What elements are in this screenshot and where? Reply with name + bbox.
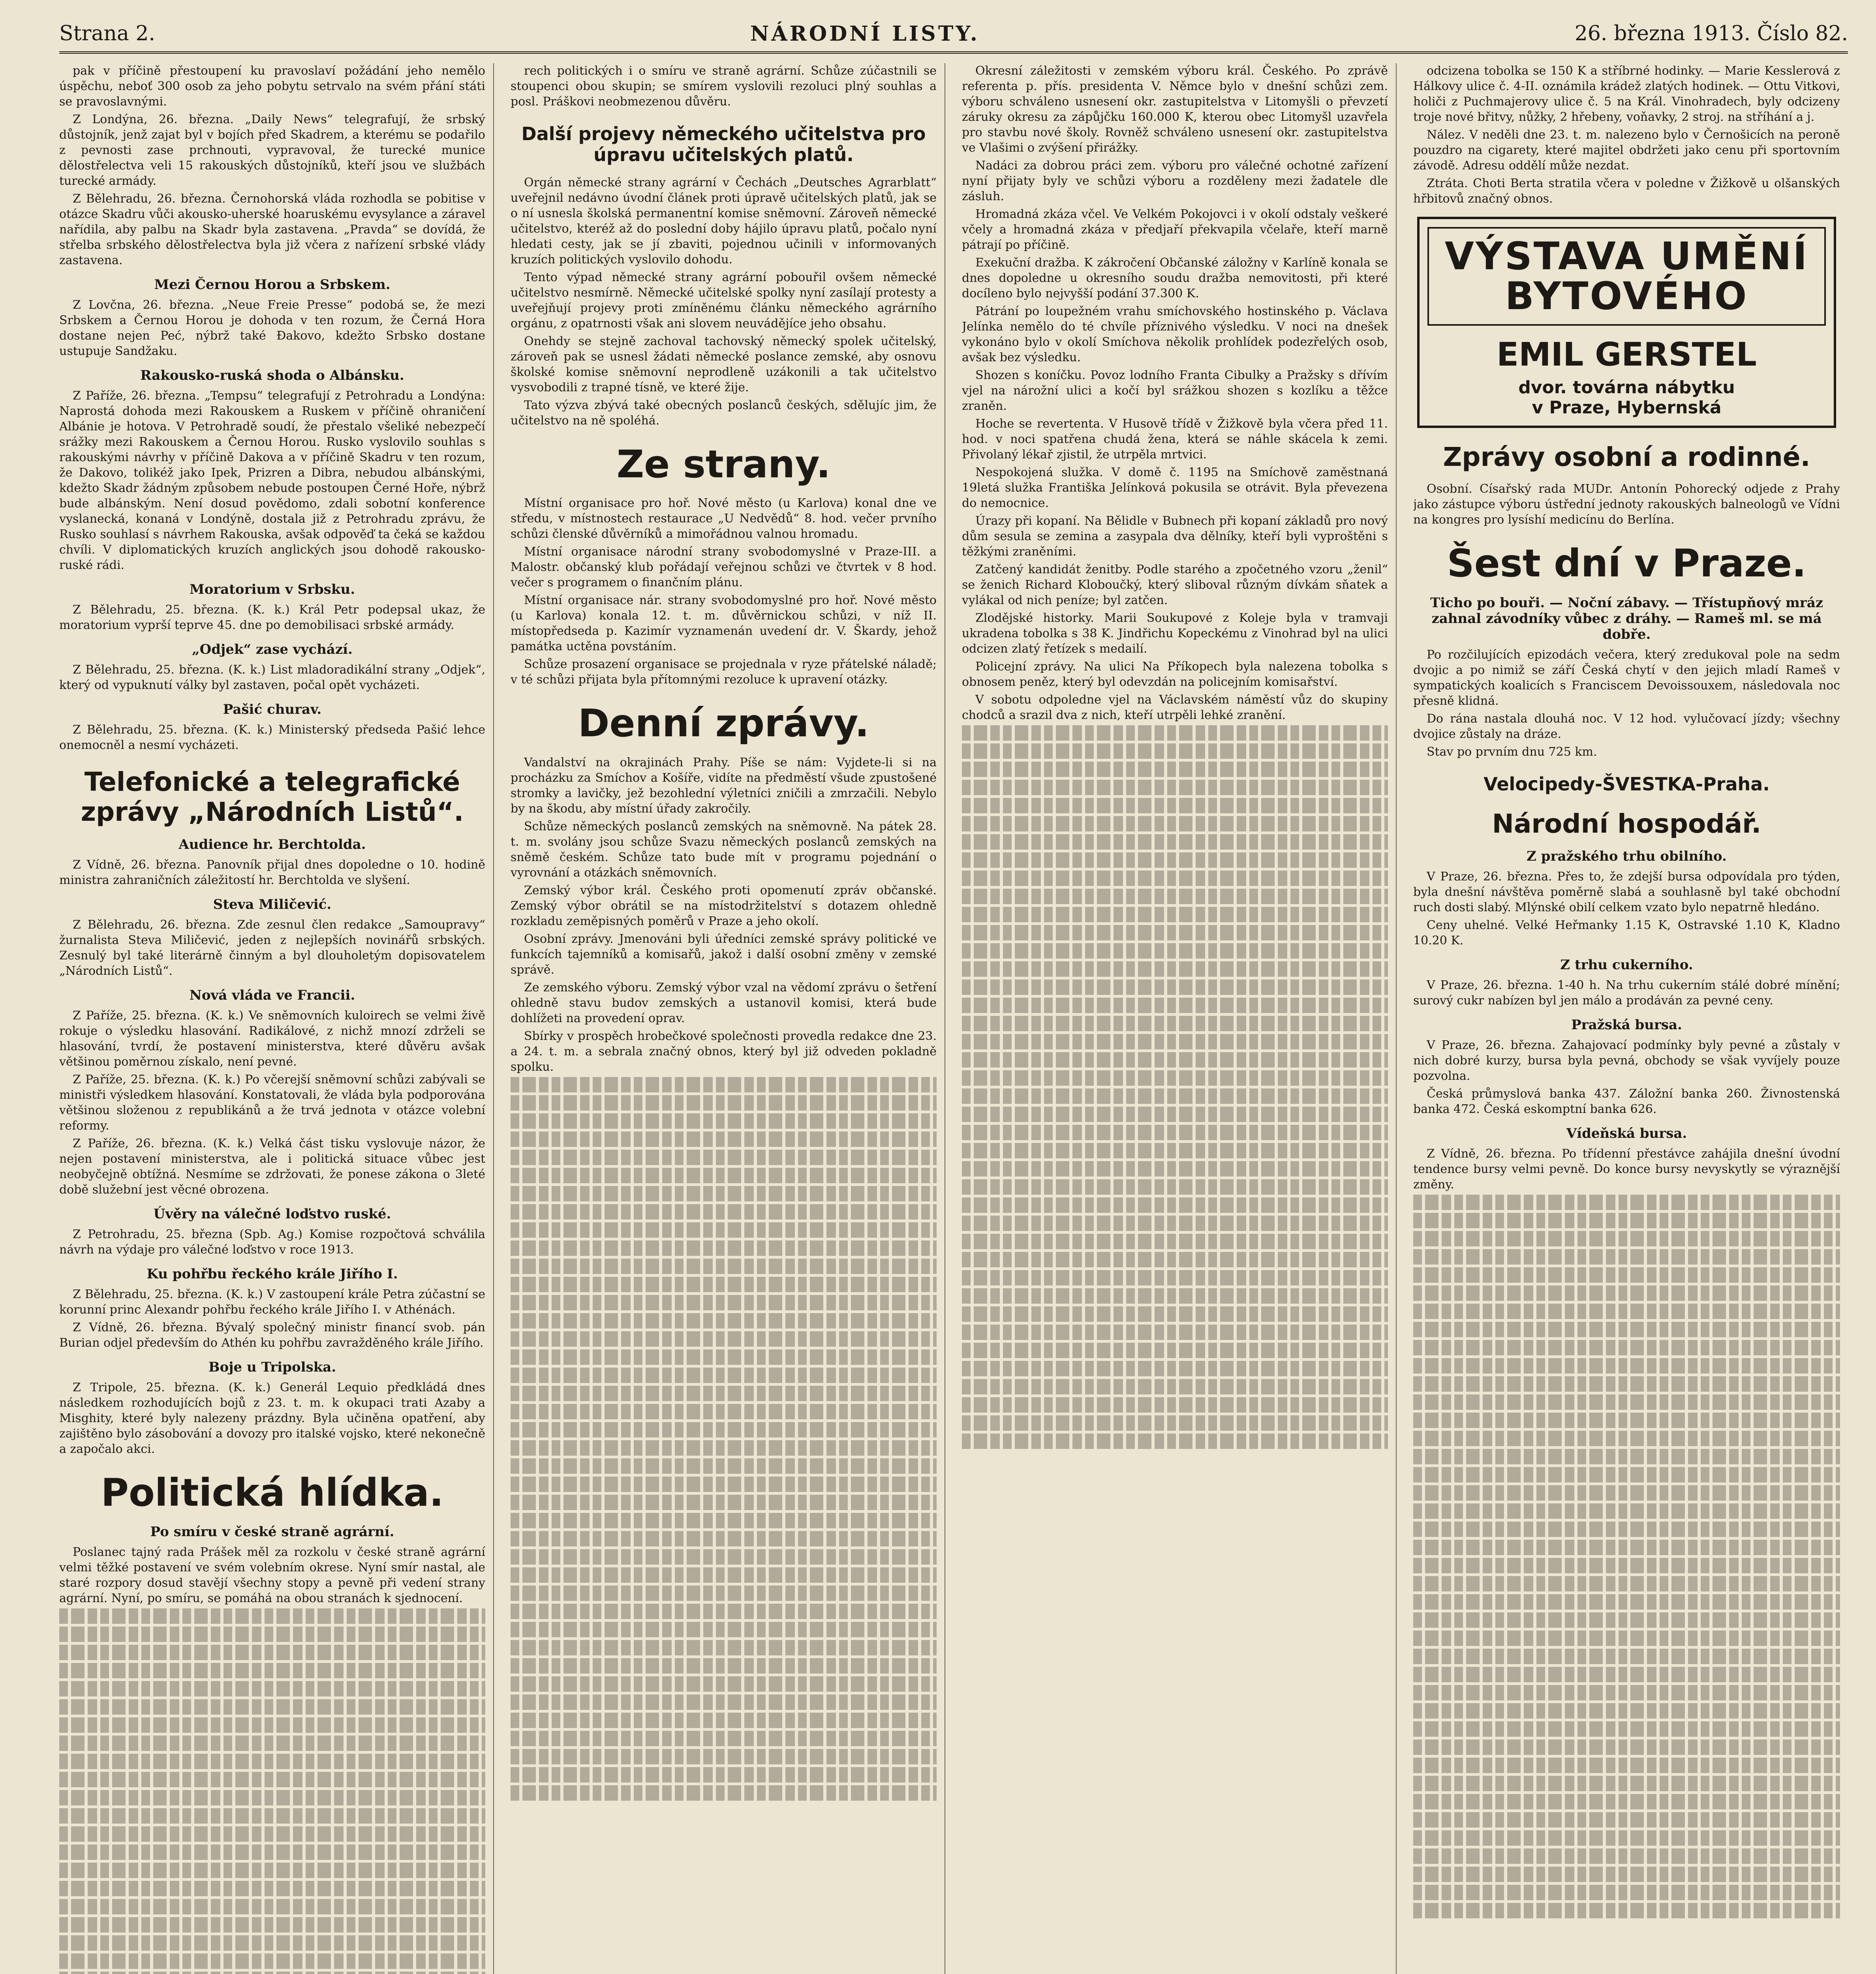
print-texture-line xyxy=(962,1197,1388,1213)
print-texture-line xyxy=(962,1379,1388,1394)
print-texture-line xyxy=(511,1531,937,1546)
print-texture-line xyxy=(511,1150,937,1165)
article-paragraph: V Praze, 26. března. 1-40 h. Na trhu cukerním stálé dobré mínění; surový cukr nabízen byl jen málo a prodáván za pevné ceny. xyxy=(1413,978,1840,1008)
masthead xyxy=(59,16,1848,54)
article xyxy=(59,1287,485,1351)
article-paragraph: Osobní zprávy. Jmenováni byli úředníci zemské správy politické ve funkcích tajemníků a komisařů, jakož i další osobní změny v zemské správě. xyxy=(511,932,937,977)
print-texture-line xyxy=(1413,1285,1840,1301)
article-paragraph: Pátrání po loupežném vrahu smíchovského hostinského p. Václava Jelínka nemělo do té chvíle příznivého výsledku. V noci na dnešek vykonáno bylo v okolí Smíchova několik prohlídek podezřelých osob, avšak bez výsledku. xyxy=(962,304,1388,364)
print-texture-line xyxy=(59,1935,485,1951)
article-paragraph: Nález. V neděli dne 23. t. m. nalezeno bylo v Černošicích na peroně pouzdro na cigarety, které majitel obdržeti jako cenu při sportovním závodě. Adresu oddělí může nezdat. xyxy=(1413,128,1840,173)
article xyxy=(1413,63,1840,206)
print-texture-line xyxy=(59,1899,485,1914)
print-texture-line xyxy=(1413,1267,1840,1283)
article xyxy=(962,63,1388,723)
article-paragraph: Z Bělehradu, 26. března. Zde zesnul člen redakce „Samoupravy“ žurnalista Steva Miličević, jeden z nejlepších novinářů srbských. Zesnulý byl také literárně činným a byl dlouholetým dopisovatelem „Národních Listů“. xyxy=(59,918,485,978)
article-paragraph: Místní organisace nár. strany svobodomyslné pro hoř. Nové město (u Karlova) konala 12. t. m. důvěrnickou schůzi, v níž II. místopředseda p. Kazimír vyznamenán uvedení dr. V. Škardy, jehož památka uctěna povstáním. xyxy=(511,593,937,654)
article-headline: Steva Miličević. xyxy=(213,896,332,912)
article xyxy=(59,917,485,979)
article-headline: Ku pohřbu řeckého krále Jiřího I. xyxy=(146,1266,398,1282)
print-texture-line xyxy=(511,1113,937,1129)
article xyxy=(59,1544,485,1606)
print-texture-line xyxy=(511,1277,937,1292)
print-texture-line xyxy=(1413,1576,1840,1591)
column-3 xyxy=(962,63,1397,1974)
print-texture-line xyxy=(962,979,1388,995)
print-texture-line xyxy=(1413,1649,1840,1664)
print-texture-line xyxy=(1413,1848,1840,1864)
article-paragraph: Z Paříže, 25. března. (K. k.) Po včerejší sněmovní schůzi zabývali se ministři výsledkem hlasování. Konstatovali, že vláda byla podporována většinou složenou z republikánů a že trvá jednota v otázce volební reformy. xyxy=(59,1072,485,1133)
article xyxy=(59,1008,485,1197)
article xyxy=(59,297,485,359)
article-paragraph: Z Bělehradu, 26. března. Černohorská vláda rozhodla se pobitise v otázce Skadru vůči akousko-uherské hoaruskému evysylance a záravel nařídila, aby palbu na Skadr byla zastavena. „Pravda“ se dovídá, že střelba srbského dělostřelectva byla již včera z nařízení srbské vlády zastavena. xyxy=(59,192,485,267)
print-texture-line xyxy=(1413,1830,1840,1846)
article-paragraph: Do rána nastala dlouhá noc. V 12 hod. vylučovací jízdy; všechny dvojice zůstaly na dráze. xyxy=(1413,711,1840,741)
article-paragraph: Onehdy se stejně zachoval tachovský německý spolek učitelský, zároveň pak se usnesl žádati německé poslance zemské, aby osnovu školské komise sněmovní neprodleně uzákonili a tak učitelstvo vysvobodili z trapné tísně, ve které žije. xyxy=(511,334,937,394)
print-texture-line xyxy=(511,1222,937,1238)
print-texture-line xyxy=(962,871,1388,886)
article-paragraph: Z Bělehradu, 25. března. (K. k.) V zastoupení krále Petra zúčastní se korunní princ Alexandr pohřbu řeckého krále Jiřího I. v Athénách. xyxy=(59,1287,485,1317)
ad-company-name: EMIL GERSTEL xyxy=(1497,336,1757,373)
article xyxy=(59,722,485,753)
print-texture-line xyxy=(962,1161,1388,1177)
print-texture-line xyxy=(962,852,1388,868)
article-paragraph: Úrazy při kopaní. Na Bělidle v Bubnech při kopaní základů pro nový dům sesula se zemina a zasypala dva dělníky, kteří byli vyproštěni s těžkými zraněními. xyxy=(962,514,1388,559)
article xyxy=(59,1380,485,1457)
article xyxy=(1413,978,1840,1008)
print-texture-line xyxy=(59,1681,485,1696)
column-4 xyxy=(1413,63,1848,1974)
print-texture-line xyxy=(1413,1431,1840,1446)
article-headline: Z trhu cukerního. xyxy=(1560,957,1693,973)
article-paragraph: Hromadná zkáza včel. Ve Velkém Pokojovci i v okolí odstaly veškeré včely a hromadná zkáza v předjaří překvapila včelaře, kteří marně pátrají po příčině. xyxy=(962,207,1388,252)
article-paragraph: Okresní záležitosti v zemském výboru král. Českého. Po zprávě referenta p. přís. presidenta V. Němce bylo v dnešní schůzi zem. výboru schváleno usnesení okr. zastupitelstva v Litomyšli o převzetí záruky okresu za zápůjčku 160.000 K, kterou obec Litomyšl uzavřela pro stavbu nové školy. Rovněž schváleno usnesení okr. zastupitelstva ve Vlašimi o zvýšení přirážky. xyxy=(962,64,1388,155)
print-texture-line xyxy=(1413,1249,1840,1265)
print-texture-line xyxy=(511,1549,937,1565)
print-texture-line xyxy=(962,1143,1388,1158)
print-texture-line xyxy=(962,1016,1388,1031)
article xyxy=(511,63,937,109)
print-texture-line xyxy=(511,1458,937,1474)
section-heading: Politická hlídka. xyxy=(101,1470,444,1515)
print-texture-line xyxy=(962,798,1388,813)
print-texture-line xyxy=(59,1772,485,1787)
print-texture-line xyxy=(962,1415,1388,1431)
article xyxy=(511,755,937,1075)
article-paragraph: Z Petrohradu, 25. března (Spb. Ag.) Komise rozpočtová schválila návrh na výdaje pro válečné loďstvo v roce 1913. xyxy=(59,1227,485,1257)
section-heading: Denní zprávy. xyxy=(578,701,869,746)
article-headline: Mezi Černou Horou a Srbskem. xyxy=(154,277,391,293)
print-texture-line xyxy=(59,1863,485,1878)
print-texture-line xyxy=(962,743,1388,759)
print-texture-line xyxy=(59,1608,485,1624)
print-texture-line xyxy=(962,762,1388,777)
print-texture-line xyxy=(511,1767,937,1783)
print-texture-line xyxy=(511,1131,937,1147)
article-paragraph: Zlodějské historky. Marii Soukupové z Koleje byla v tramvaji ukradena tobolka s 38 K. Jindřichu Kopeckému z Vinohrad byl na ulici odcizen zlatý řetízek s medailí. xyxy=(962,611,1388,656)
article-paragraph: Z Paříže, 26. března. „Tempsu“ telegrafují z Petrohradu a Londýna: Naprostá dohoda mezi Rakouskem a Ruskem v příčině ohraničení Albánie je hotova. V Petrohradě soudí, že přestalo všeliké nebezpečí srážky mezi Rakouskem a Černou Horou. Rusko vyslovilo souhlas s rakouskými návrhy v příčině Dakova a v příčině Skadru v ten rozum, že Dakovo, tolikéž jako Ipek, Prizren a Dibra, nebudou albánskými, kdežto Skadr žádným způsobem nebude postoupen Černé Hoře, nýbrž bude albánským. Není dosud povědomo, zdali sobotní konference vyslanecká, konaná v Londýně, dostala již z Petrohradu zprávu, že Rusko souhlasí s návrhem Rakouska, avšak odpověď ta čeká se každou chvíli. V diplomatických kruzích anglických jsou dohodě rakousko-ruské rádi. xyxy=(59,389,485,572)
print-texture-line xyxy=(511,1713,937,1728)
article-paragraph: Po rozčilujících epizodách večera, který zredukoval pole na sedm dvojic a po nimiž se září Česká chytí v den jejich mladí Rameš v sympatických koalicích s Franciscem Devoissouxem, následovala noc přesně klidná. xyxy=(1413,647,1840,708)
print-texture-line xyxy=(962,1306,1388,1322)
article-paragraph: V Praze, 26. března. Zahajovací podmínky byly pevné a zůstaly v nich dobré kurzy, bursa byla pevná, obchody se však vyvíjely pouze pozvolna. xyxy=(1413,1038,1840,1083)
article-paragraph: Z Bělehradu, 25. března. (K. k.) List mladoradikální strany „Odjek“, který od vypuknutí války byl zastaven, počal opět vycházeti. xyxy=(59,663,485,692)
print-texture-line xyxy=(59,1699,485,1715)
print-texture-line xyxy=(962,943,1388,959)
print-texture-line xyxy=(962,725,1388,741)
article-headline: Pražská bursa. xyxy=(1571,1017,1682,1033)
article-paragraph: Osobní. Císařský rada MUDr. Antonín Pohorecký odjede z Prahy jako zástupce výboru ústřední jednoty rakouských balneologů ve Vídni na kongres pro lysíshí medicínu do Berlína. xyxy=(1413,482,1840,527)
print-texture-line xyxy=(962,1179,1388,1195)
article-paragraph: Nespokojená služka. V domě č. 1195 na Smíchově zaměstnaná 19letá služka Františka Jelínková pokusila se otrávit. Byla převezena do nemocnice. xyxy=(962,465,1388,510)
print-texture-line xyxy=(511,1785,937,1801)
print-texture-line xyxy=(511,1168,937,1183)
print-texture-line xyxy=(511,1513,937,1528)
article-paragraph: Ze zemského výboru. Zemský výbor vzal na vědomí zprávu o šetření ohledně stavu budov zemských a ustanovil komisi, která bude dohlížeti na provedení oprav. xyxy=(511,980,937,1025)
ad-banner-line: VÝSTAVA UMĚNÍ xyxy=(1444,234,1809,278)
article-paragraph: Z Paříže, 25. března. (K. k.) Ve sněmovních kuloirech se velmi živě rokuje o výsledku hlasování. Radikálové, z nichž mnozí zdrželi se hlasování, tvrdí, že postavení ministerstva, které důvěru avšak většinou poměrnou získalo, není pevné. xyxy=(59,1008,485,1069)
ad-banner-line: BYTOVÉHO xyxy=(1505,274,1748,318)
article-paragraph: Z Bělehradu, 25. března. (K. k.) Ministerský předseda Pašić lehce onemocněl a nesmí vycházeti. xyxy=(59,723,485,752)
print-texture-line xyxy=(1413,1394,1840,1410)
print-texture-line xyxy=(511,1622,937,1637)
print-texture-line xyxy=(59,1881,485,1896)
print-texture-line xyxy=(59,1754,485,1769)
article-paragraph: Poslanec tajný rada Prášek měl za rozkolu v české straně agrární velmi těžké postavení ve svém volebním okrese. Nyní smír nastal, ale staré rozpory dosud stavějí všechny stopy a pevně při vedení strany agrární. Nyní, po smíru, se pomáhá na obou stranách k sjednocení. xyxy=(59,1545,485,1606)
article-paragraph: Zatčený kandidát ženitby. Podle starého a zpočetného vzoru „ženil“ se ženich Richard Kloboučký, který sliboval různým dívkám sňatek a vylákal od nich peníze; byl zatčen. xyxy=(962,563,1388,607)
section-heading: Velocipedy-ŠVESTKA-Praha. xyxy=(1484,773,1770,795)
print-texture-line xyxy=(59,1645,485,1660)
print-texture-line xyxy=(1413,1340,1840,1355)
print-texture-line xyxy=(511,1694,937,1710)
column-2 xyxy=(511,63,945,1974)
print-texture-line xyxy=(1413,1558,1840,1573)
article xyxy=(59,1227,485,1257)
print-texture-line xyxy=(511,1295,937,1310)
section-heading: Zprávy osobní a rodinné. xyxy=(1443,441,1810,472)
article-headline: „Odjek“ zase vychází. xyxy=(192,642,353,657)
print-texture-line xyxy=(1413,1612,1840,1628)
article-paragraph: Stav po prvním dnu 725 km. xyxy=(1427,745,1597,759)
print-texture-line xyxy=(1413,1449,1840,1464)
print-texture-line xyxy=(59,1972,485,1974)
print-texture-line xyxy=(511,1676,937,1692)
article xyxy=(59,63,485,268)
print-texture-line xyxy=(511,1586,937,1601)
article-paragraph: Policejní zprávy. Na ulici Na Příkopech byla nalezena tobolka s obnosem peněz, který byl odevzdán na policejním komisařství. xyxy=(962,660,1388,689)
print-texture-line xyxy=(1413,1631,1840,1646)
print-texture-line xyxy=(1413,1304,1840,1319)
print-texture-line xyxy=(1413,1503,1840,1519)
section-heading: Šest dní v Praze. xyxy=(1447,541,1807,586)
print-texture-line xyxy=(962,961,1388,977)
print-texture-line xyxy=(962,1216,1388,1231)
print-texture-line xyxy=(1413,1667,1840,1682)
print-texture-line xyxy=(1413,1322,1840,1337)
article xyxy=(1413,481,1840,527)
article-headline: Po smíru v české straně agrární. xyxy=(150,1524,394,1540)
print-texture-line xyxy=(511,1368,937,1383)
print-texture-line xyxy=(962,1270,1388,1285)
article xyxy=(59,662,485,693)
print-texture-line xyxy=(962,1234,1388,1249)
print-texture-line xyxy=(59,1790,485,1805)
print-texture-line xyxy=(1413,1231,1840,1246)
issue-date: 26. března 1913. Číslo 82. xyxy=(1574,22,1848,45)
print-texture-line xyxy=(511,1404,937,1419)
article-headline: Nová vláda ve Francii. xyxy=(189,987,355,1003)
article xyxy=(511,495,937,687)
article xyxy=(1413,647,1840,760)
columns-container xyxy=(59,63,1848,1974)
print-texture-line xyxy=(59,1917,485,1933)
section-heading: Telefonické a telegrafické zprávy „Národních Listů“. xyxy=(81,767,464,827)
print-texture-line xyxy=(962,1343,1388,1358)
print-texture-line xyxy=(962,1325,1388,1340)
article xyxy=(1413,1146,1840,1192)
print-texture-line xyxy=(1413,1794,1840,1809)
print-texture-line xyxy=(511,1259,937,1274)
print-texture-line xyxy=(59,1953,485,1969)
print-texture-line xyxy=(59,1845,485,1860)
article-paragraph: V Praze, 26. března. Přes to, že zdejší bursa odpovídala pro týden, byla dnešní návštěva poměrně slabá a souhlasně byl také obchodní ruch dosti slabý. Mlýnské obilí celkem vzato bylo nepatrně hledáno. xyxy=(1413,869,1840,914)
print-texture-line xyxy=(1413,1522,1840,1537)
article-paragraph: Shozen s koníčku. Povoz lodního Franta Cibulky a Pražsky s dřívím vjel na nárožní ulici a kočí byl srážkou shozen s kozlíku a těžce zraněn. xyxy=(962,368,1388,413)
column-1 xyxy=(59,63,494,1974)
print-texture-line xyxy=(962,1361,1388,1376)
article-paragraph: Nadáci za dobrou práci zem. výboru pro válečné ochotné zařízení nyní přijaty byly ve schůzi výboru a rozděleny mezi žadatele dle zásluh. xyxy=(962,159,1388,203)
print-texture-line xyxy=(1413,1358,1840,1374)
print-texture-line xyxy=(1413,1376,1840,1392)
article-paragraph: Česká průmyslová banka 437. Záložní banka 260. Živnostenská banka 472. Česká eskomptní banka 626. xyxy=(1413,1086,1840,1116)
article-paragraph: Tento výpad německé strany agrární pobouřil ovšem německé učitelstvo nesmírně. Německé učitelské spolky nyní zasílají protesty a uveřejňují projevy proti zmíněnému článku německého agrárního orgánu, z opatrnosti však ani slovem neuvádějíce jeho obsahu. xyxy=(511,270,937,330)
article-paragraph: odcizena tobolka se 150 K a stříbrné hodinky. — Marie Kesslerová z Hálkovy ulice č. 4-II. oznámila krádež zlatých hodinek. — Ottu Vitkovi, holiči z Puchmajerovy ulice č. 5 na Král. Vinohradech, byly odcizeny troje nové břitvy, nůžky, 2 hřebeny, voňavky, 2 stroj. na stříhání a j. xyxy=(1413,64,1840,124)
print-texture-line xyxy=(962,1397,1388,1413)
article-paragraph: Z Vídně, 26. března. Po třídenní přestávce zahájila dnešní úvodní tendence bursy velmi pevně. Do konce bursy nevyskytly se výraznější změny. xyxy=(1413,1146,1840,1192)
article-paragraph: V sobotu odpoledne vjel na Václavském náměstí vůz do skupiny chodců a srazil dva z nich, kteří utrpěli lehké zranění. xyxy=(962,693,1388,722)
article xyxy=(59,857,485,888)
ad-banner xyxy=(1427,227,1826,326)
article-paragraph: Exekuční dražba. K zákročení Občanské záložny v Karlíně konala se dnes dopoledne u okresního soudu dražba nemovitosti, při které docíleno bylo nejvyšší podání 37.300 K. xyxy=(962,256,1388,300)
print-texture-line xyxy=(1413,1885,1840,1900)
print-texture-line xyxy=(1413,1195,1840,1210)
print-texture-line xyxy=(511,1495,937,1510)
article-paragraph: Z Tripole, 25. března. (K. k.) Generál Lequio předkládá dnes následkem rozhodujících bojů z 23. t. m. k okupaci trati Azaby a Misghity, které byly nalezeny prázdny. Byla učiněna opatření, aby zajištěno bylo zásobování a dovozy pro italské vojsko, které nekonečně a započalo akci. xyxy=(59,1380,485,1456)
print-texture-line xyxy=(962,907,1388,922)
article-headline: Boje u Tripolska. xyxy=(208,1359,336,1375)
print-texture-line xyxy=(962,816,1388,831)
print-texture-line xyxy=(962,780,1388,795)
print-texture-line xyxy=(1413,1703,1840,1719)
print-texture-line xyxy=(962,1088,1388,1104)
article-paragraph: Z Bělehradu, 25. března. (K. k.) Král Petr podepsal ukaz, že moratorium vyprší teprve 45. dne po demobilisaci srbské armády. xyxy=(59,603,485,632)
article-paragraph: Schůze německých poslanců zemských na sněmovně. Na pátek 28. t. m. svolány jsou schůze Svazu německých poslanců zemských na sněmě českém. Schůze tato bude mít v programu pojednání o vyrovnání a otázkách sněmovních. xyxy=(511,819,937,880)
article-paragraph: rech politických i o smíru ve straně agrární. Schůze zúčastnili se stoupenci obou skupin; se smírem vyslovili rezoluci plný souhlas a posl. Práškovi neobmezenou důvěru. xyxy=(511,64,937,109)
print-texture-line xyxy=(511,1604,937,1619)
print-texture-line xyxy=(1413,1721,1840,1737)
print-texture-line xyxy=(962,1107,1388,1122)
print-texture-line xyxy=(511,1422,937,1437)
print-texture-line xyxy=(1413,1867,1840,1882)
article-paragraph: Ztráta. Choti Berta stratila včera v poledne v Žižkově u olšanských hřbitovů značný obnos. xyxy=(1413,176,1840,206)
article-headline: Moratorium v Srbsku. xyxy=(189,582,355,597)
article-headline: Ticho po bouři. — Noční zábavy. — Třístupňový mráz zahnal závodníky vůbec z dráhy. — Rameš ml. se má dobře. xyxy=(1430,595,1823,642)
article-paragraph: Vandalství na okrajinách Prahy. Píše se nám: Vyjdete-li si na procházku za Smíchov a Košíře, vidíte na předměstí všude zpustošené stromky a lavičky, jež bezohlední výletníci zničili a zmrzačili. Nebylo by na škodu, aby místní úřady zakročily. xyxy=(511,755,937,816)
print-texture-line xyxy=(59,1627,485,1642)
print-texture-line xyxy=(1413,1594,1840,1610)
article-paragraph: Ceny uhelné. Velké Heřmanky 1.15 K, Ostravské 1.10 K, Kladno 10.20 K. xyxy=(1413,918,1840,948)
print-texture-line xyxy=(59,1808,485,1824)
print-texture-line xyxy=(1413,1758,1840,1773)
print-texture-line xyxy=(962,1125,1388,1140)
article-headline: Úvěry na válečné loďstvo ruské. xyxy=(153,1206,391,1222)
print-texture-line xyxy=(962,1288,1388,1304)
print-texture-line xyxy=(962,889,1388,904)
article-headline: Vídeňská bursa. xyxy=(1566,1125,1687,1141)
print-texture-line xyxy=(511,1204,937,1220)
print-texture-line xyxy=(511,1731,937,1746)
article-paragraph: Orgán německé strany agrární v Čechách „Deutsches Agrarblatt“ uveřejnil nedávno úvodní článek proti úpravě učitelských platů, jak se o ní usnesla školská permanentní komise sněmovní. Zároveň německé učitelstvo, kteréž až do poslední doby hájilo úpravu platů, počalo nyní hledati cesty, jak se jí zbaviti, pojednou učinili v informovaných kruzích politických vyslovilo dohodu. xyxy=(511,175,937,266)
print-texture-line xyxy=(511,1567,937,1583)
article xyxy=(59,602,485,633)
article xyxy=(1413,1038,1840,1117)
print-texture-line xyxy=(1413,1812,1840,1828)
article-paragraph: Z Vídně, 26. března. Bývalý společný ministr financí svob. pán Burian odjel především do Athén ku pohřbu zavražděného krále Jiřího. xyxy=(59,1320,485,1350)
print-texture-line xyxy=(1413,1485,1840,1501)
print-texture-line xyxy=(59,1736,485,1751)
print-texture-line xyxy=(511,1186,937,1201)
print-texture-line xyxy=(962,1034,1388,1049)
print-texture-line xyxy=(511,1640,937,1655)
article-paragraph: Hoche se revertenta. V Husově třídě v Žižkově byla včera před 11. hod. v noci spatřena chudá žena, která se náhle skácela k zemi. Přivolaný lékař zjistil, že utrpěla mrtvici. xyxy=(962,417,1388,462)
article-headline: Audience hr. Berchtolda. xyxy=(178,836,366,852)
ad-detail-line: v Praze, Hybernská xyxy=(1532,397,1722,418)
article-paragraph: Schůze prosazení organisace se projednala v ryze přátelské náladě; v té schůzi přijata byla přítomnými rezoluce k upravení otázky. xyxy=(511,657,937,687)
print-texture-line xyxy=(962,1434,1388,1449)
section-heading: Národní hospodář. xyxy=(1492,808,1761,839)
page-label: Strana 2. xyxy=(59,22,156,45)
article-paragraph: Tato výzva zbývá také obecných poslanců českých, sdělujíc jim, že učitelstvo na ně spoléhá. xyxy=(511,398,937,428)
print-texture-line xyxy=(511,1349,937,1365)
print-texture-line xyxy=(59,1717,485,1733)
section-heading: Ze strany. xyxy=(616,442,831,486)
ad-detail-line: dvor. továrna nábytku xyxy=(1518,377,1735,398)
advertisement xyxy=(1417,217,1836,428)
print-texture-line xyxy=(1413,1903,1840,1918)
article-headline: Rakousko-ruská shoda o Albánsku. xyxy=(140,368,404,383)
print-texture-line xyxy=(1413,1685,1840,1700)
print-texture-line xyxy=(59,1826,485,1842)
print-texture-line xyxy=(1413,1776,1840,1791)
print-texture-line xyxy=(962,1052,1388,1068)
article-paragraph: Sbírky v prospěch hrobečkové společnosti provedla redakce dne 23. a 24. t. m. a sebrala značný obnos, který byl již odveden pokladně spolku. xyxy=(511,1029,937,1074)
print-texture-line xyxy=(511,1749,937,1764)
print-texture-line xyxy=(1413,1413,1840,1428)
print-texture-line xyxy=(59,1663,485,1678)
newspaper-title: NÁRODNÍ LISTY. xyxy=(750,21,980,46)
article-paragraph: pak v příčině přestoupení ku pravoslaví požádání jeho nemělo úspěchu, neboť 300 osob za jeho pobytu setrvalo na svém přání státi se pravoslavnými. xyxy=(59,64,485,109)
article xyxy=(59,388,485,573)
article xyxy=(511,175,937,428)
article-paragraph: Z Lovčna, 26. března. „Neue Freie Presse“ podobá se, že mezi Srbskem a Černou Horou je dohoda v ten rozum, že Černá Hora dostane nejen Peć, nýbrž také Đakovo, kdežto Srbsko dostane ustupuje Sandžaku. xyxy=(59,298,485,358)
print-texture-line xyxy=(511,1658,937,1674)
print-texture-line xyxy=(511,1313,937,1329)
print-texture-line xyxy=(511,1240,937,1256)
print-texture-line xyxy=(511,1477,937,1492)
article-paragraph: Místní organisace pro hoř. Nové město (u Karlova) konal dne ve středu, v místnostech restaurace „U Nedvědů“ 8. hod. večer prvního schůzi členské důvěrníků a mimořádnou valnou hromadu. xyxy=(511,496,937,541)
print-texture-line xyxy=(962,925,1388,940)
print-texture-line xyxy=(511,1077,937,1092)
article-paragraph: Z Londýna, 26. března. „Daily News“ telegrafují, že srbský důstojník, jenž zajat byl v bojích před Skadrem, a kterému se podařilo z pevnosti zase prchnouti, vypravoval, že turecké munice dělostřelectva veli 15 rakouských důstojníků, kteří jsou ve službách turecké armády. xyxy=(59,113,485,188)
section-heading: Další projevy německého učitelstva pro úpravu učitelských platů. xyxy=(521,123,926,165)
article-paragraph: Z Vídně, 26. března. Panovník přijal dnes dopoledne o 10. hodině ministra zahraničních záležitostí hr. Berchtolda ve slyšení. xyxy=(59,858,485,887)
article-paragraph: Zemský výbor král. Českého proti opomenutí zpráv občanské. Zemský výbor obrátil se na místodržitelství s dotazem ohledně rozkladu zeměpisných poměrů v Praze a jeho okolí. xyxy=(511,883,937,928)
article xyxy=(1413,869,1840,948)
print-texture-line xyxy=(1413,1739,1840,1755)
print-texture-line xyxy=(1413,1540,1840,1555)
article-headline: Pašić churav. xyxy=(223,702,322,717)
print-texture-line xyxy=(962,834,1388,850)
print-texture-line xyxy=(1413,1467,1840,1482)
print-texture-line xyxy=(511,1440,937,1456)
print-texture-line xyxy=(962,998,1388,1013)
print-texture-line xyxy=(1413,1213,1840,1228)
article-paragraph: Z Paříže, 26. března. (K. k.) Velká část tisku vyslovuje názor, že nejen postavení ministerstva, ale i politická situace vůbec jest neobyčejně obtížná. Nesmíme se zdržovati, že ponese zákona o 3leté době služební jest věcné obrozena. xyxy=(59,1136,485,1197)
print-texture-line xyxy=(511,1331,937,1347)
print-texture-line xyxy=(962,1070,1388,1086)
print-texture-line xyxy=(962,1252,1388,1267)
print-texture-line xyxy=(511,1386,937,1401)
article-paragraph: Místní organisace národní strany svobodomyslné v Praze-III. a Malostr. občanský klub pořádají veřejnou schůzi ve čtvrtek v 8 hod. večer s programem o finančním plánu. xyxy=(511,545,937,590)
print-texture-line xyxy=(511,1095,937,1111)
article-headline: Z pražského trhu obilního. xyxy=(1527,848,1727,864)
